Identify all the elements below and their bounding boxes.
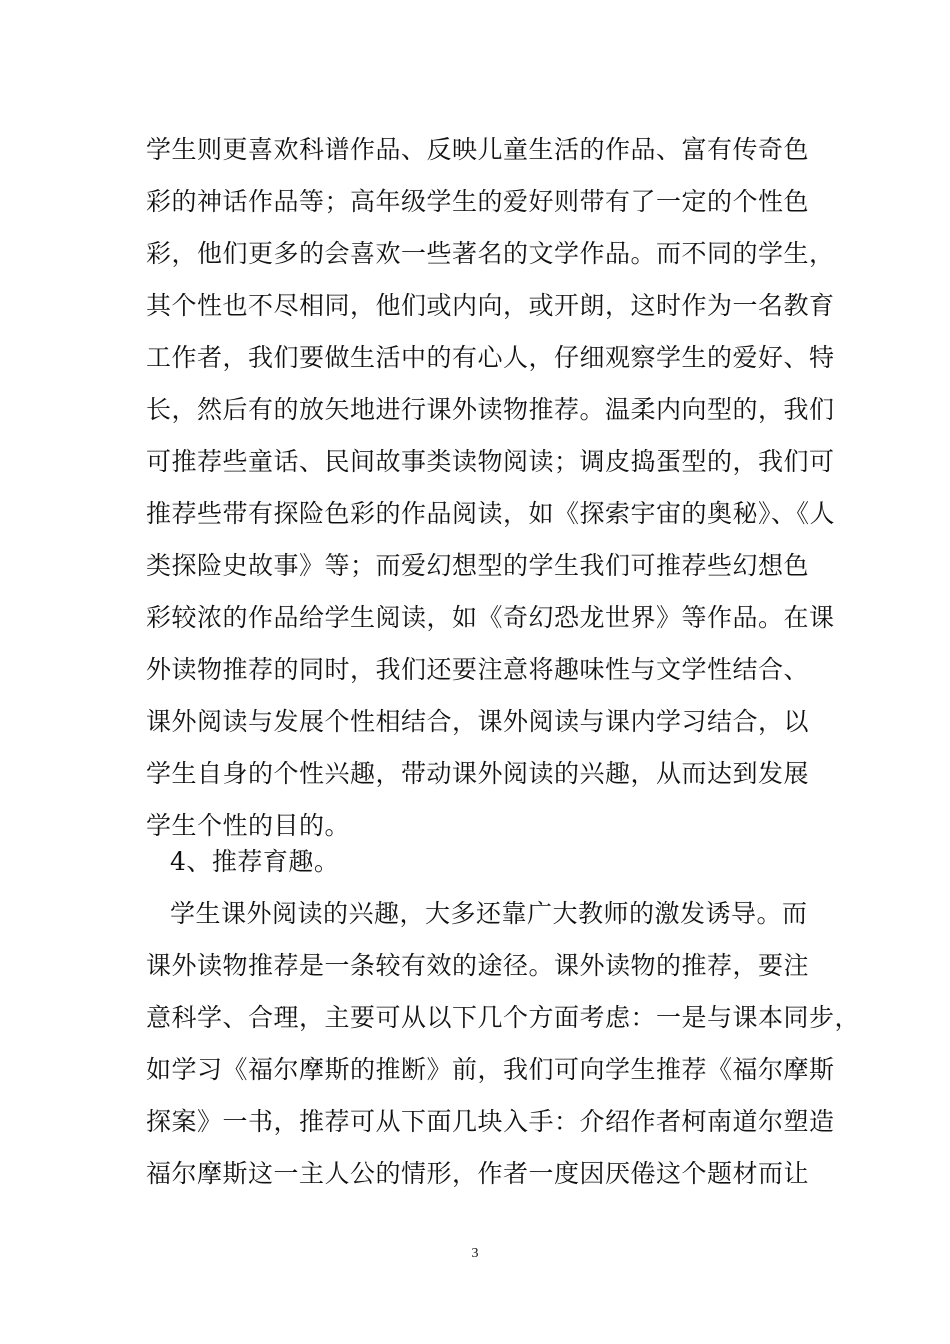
body-paragraph-2 bbox=[146, 888, 861, 1200]
text-line: 类探险史故事》等；而爱幻想型的学生我们可推荐些幻想色 bbox=[146, 551, 810, 580]
text-line: 学生个性的目的。 bbox=[146, 811, 351, 840]
text-line: 彩，他们更多的会喜欢一些著名的文学作品。而不同的学生， bbox=[146, 239, 835, 268]
text-line: 推荐些带有探险色彩的作品阅读，如《探索宇宙的奥秘》、《人 bbox=[146, 499, 836, 528]
section-heading-text: 4、推荐育趣。 bbox=[170, 847, 340, 876]
text-line: 课外读物推荐是一条较有效的途径。课外读物的推荐，要注 bbox=[146, 951, 810, 980]
text-line: 课外阅读与发展个性相结合，课外阅读与课内学习结合，以 bbox=[146, 707, 810, 736]
text-line: 福尔摩斯这一主人公的情形，作者一度因厌倦这个题材而让 bbox=[146, 1159, 810, 1188]
text-line: 其个性也不尽相同，他们或内向，或开朗，这时作为一名教育 bbox=[146, 291, 835, 320]
text-line: 探案》一书，推荐可从下面几块入手：介绍作者柯南道尔塑造 bbox=[146, 1107, 835, 1136]
text-line: 彩较浓的作品给学生阅读，如《奇幻恐龙世界》等作品。在课 bbox=[146, 603, 835, 632]
section-heading bbox=[170, 836, 840, 888]
text-line: 学生课外阅读的兴趣，大多还靠广大教师的激发诱导。而 bbox=[170, 899, 808, 928]
text-line: 意科学、合理，主要可从以下几个方面考虑：一是与课本同步， bbox=[146, 1003, 861, 1032]
text-line: 学生则更喜欢科谱作品、反映儿童生活的作品、富有传奇色 bbox=[146, 135, 810, 164]
page-number: 3 bbox=[471, 1246, 479, 1261]
text-line: 学生自身的个性兴趣，带动课外阅读的兴趣，从而达到发展 bbox=[146, 759, 810, 788]
text-line: 工作者，我们要做生活中的有心人，仔细观察学生的爱好、特 bbox=[146, 343, 835, 372]
text-line: 如学习《福尔摩斯的推断》前，我们可向学生推荐《福尔摩斯 bbox=[146, 1055, 835, 1084]
text-line: 长，然后有的放矢地进行课外读物推荐。温柔内向型的，我们 bbox=[146, 395, 835, 424]
text-line: 外读物推荐的同时，我们还要注意将趣味性与文学性结合、 bbox=[146, 655, 810, 684]
text-line: 彩的神话作品等；高年级学生的爱好则带有了一定的个性色 bbox=[146, 187, 810, 216]
text-line: 可推荐些童话、民间故事类读物阅读；调皮捣蛋型的，我们可 bbox=[146, 447, 835, 476]
body-paragraph-1 bbox=[146, 124, 836, 852]
